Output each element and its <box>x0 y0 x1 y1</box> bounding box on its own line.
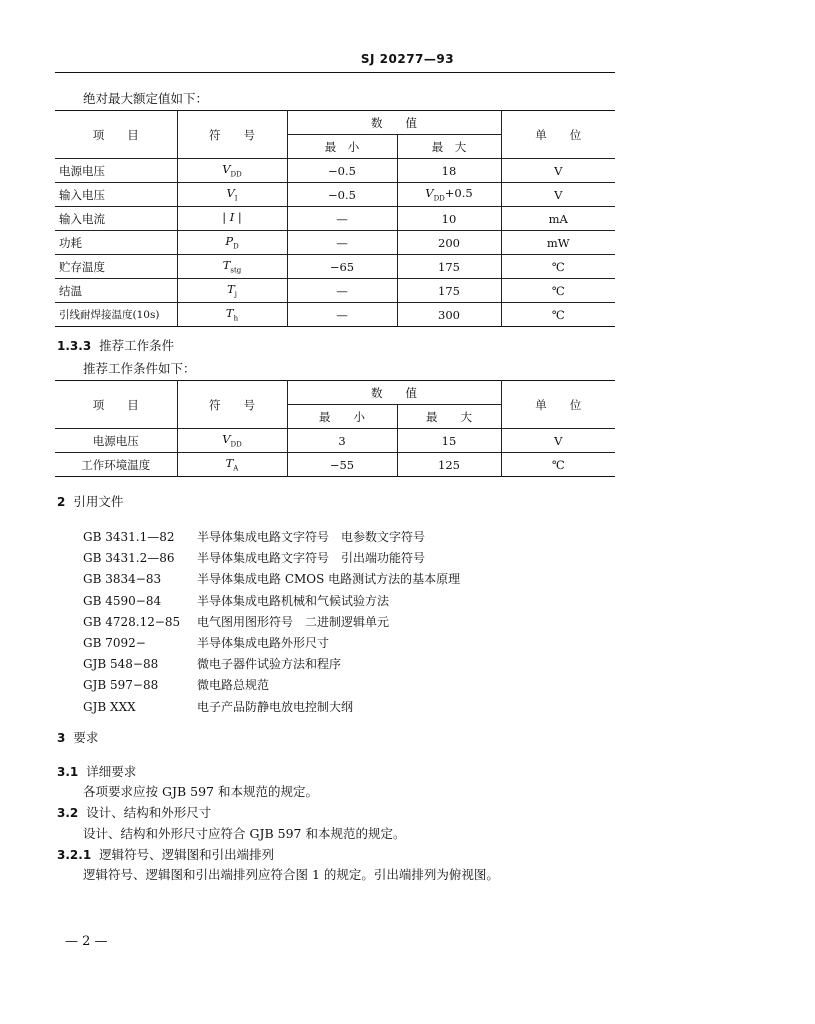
row-min: −65 <box>287 255 397 279</box>
row-min: −0.5 <box>287 159 397 183</box>
reference-item: GJB XXX 电子产品防静电放电控制大纲 <box>83 699 354 714</box>
reference-item: GJB 597−88 微电路总规范 <box>83 678 270 693</box>
reference-list <box>83 527 460 718</box>
col-header-symbol: 符 号 <box>177 381 287 429</box>
row-symbol: $V_{DD}$ <box>177 429 287 453</box>
row-unit: ℃ <box>501 303 615 327</box>
reference-item: GB 4728.12−85 电气图用图形符号 二进制逻辑单元 <box>83 614 390 629</box>
row-min: — <box>287 231 397 255</box>
row-unit: ℃ <box>501 255 615 279</box>
row-min: −55 <box>287 453 397 477</box>
reference-item: GB 3834−83 半导体集成电路 CMOS 电路测试方法的基本原理 <box>83 572 461 587</box>
table-row <box>55 231 615 255</box>
row-unit: mW <box>501 231 615 255</box>
row-unit: ℃ <box>501 453 615 477</box>
row-max: 15 <box>397 429 501 453</box>
col-header-item: 项 目 <box>55 381 177 429</box>
row-symbol: | I | <box>177 207 287 231</box>
reference-item: GB 7092− 半导体集成电路外形尺寸 <box>83 635 330 650</box>
section-2-heading: 2 引用文件 <box>57 494 124 509</box>
header-rule <box>55 72 615 73</box>
row-min: — <box>287 303 397 327</box>
document-header: SJ 20277—93 <box>360 52 455 66</box>
table-row <box>55 279 615 303</box>
row-unit: V <box>501 429 615 453</box>
row-symbol: $T_j$ <box>177 279 287 303</box>
section-3-2-1-body: 逻辑符号、逻辑图和引出端排列应符合图 1 的规定。引出端排列为俯视图。 <box>83 867 499 882</box>
row-unit: mA <box>501 207 615 231</box>
row-item: 输入电压 <box>55 183 177 207</box>
row-max: 125 <box>397 453 501 477</box>
row-item: 功耗 <box>55 231 177 255</box>
row-min: — <box>287 279 397 303</box>
section-3-2-1-heading: 3.2.1 逻辑符号、逻辑图和引出端排列 <box>57 847 275 862</box>
row-symbol: $T_{stg}$ <box>177 255 287 279</box>
table2-intro: 推荐工作条件如下： <box>83 361 196 376</box>
table1-intro: 绝对最大额定值如下： <box>83 91 209 106</box>
row-symbol: $V_I$ <box>177 183 287 207</box>
row-unit: V <box>501 159 615 183</box>
table-row <box>55 255 615 279</box>
col-header-unit: 单 位 <box>501 381 615 429</box>
row-unit: ℃ <box>501 279 615 303</box>
col-header-symbol: 符 号 <box>177 111 287 159</box>
table-row <box>55 429 615 453</box>
table-row <box>55 183 615 207</box>
col-header-max: 最 大 <box>397 135 501 159</box>
row-max: 175 <box>397 279 501 303</box>
col-header-min: 最 小 <box>287 405 397 429</box>
row-min: −0.5 <box>287 183 397 207</box>
row-item: 引线耐焊接温度(10s) <box>55 303 177 327</box>
col-header-min: 最 小 <box>287 135 397 159</box>
section-3-1-heading: 3.1 详细要求 <box>57 764 137 779</box>
row-item: 工作环境温度 <box>55 453 177 477</box>
row-max: 300 <box>397 303 501 327</box>
row-max: 18 <box>397 159 501 183</box>
row-max: 200 <box>397 231 501 255</box>
table-row <box>55 303 615 327</box>
section-1-3-3-heading: 1.3.3 推荐工作条件 <box>57 338 175 353</box>
row-min: 3 <box>287 429 397 453</box>
table-row <box>55 159 615 183</box>
reference-item: GB 3431.1—82 半导体集成电路文字符号 电参数文字符号 <box>83 530 426 544</box>
row-max: 175 <box>397 255 501 279</box>
row-max: $V_{DD}+0.5$ <box>397 183 501 207</box>
table-row <box>55 453 615 477</box>
row-symbol: $V_{DD}$ <box>177 159 287 183</box>
col-header-unit: 单 位 <box>501 111 615 159</box>
reference-item: GB 4590−84 半导体集成电路机械和气候试验方法 <box>83 593 390 608</box>
section-3-heading: 3 要求 <box>57 730 99 745</box>
col-header-value: 数 值 <box>287 381 501 405</box>
row-max: 10 <box>397 207 501 231</box>
section-3-2-heading: 3.2 设计、结构和外形尺寸 <box>57 805 212 820</box>
row-symbol: $T_A$ <box>177 453 287 477</box>
row-symbol: $T_h$ <box>177 303 287 327</box>
recommended-conditions-table <box>55 380 615 477</box>
absolute-max-ratings-table <box>55 110 615 327</box>
row-unit: V <box>501 183 615 207</box>
row-item: 贮存温度 <box>55 255 177 279</box>
row-item: 电源电压 <box>55 159 177 183</box>
col-header-value: 数 值 <box>287 111 501 135</box>
reference-item: GB 3431.2—86 半导体集成电路文字符号 引出端功能符号 <box>83 551 426 566</box>
col-header-item: 项 目 <box>55 111 177 159</box>
row-item: 结温 <box>55 279 177 303</box>
row-symbol: $P_D$ <box>177 231 287 255</box>
row-item: 电源电压 <box>55 429 177 453</box>
page-number: — 2 — <box>65 934 108 949</box>
row-min: — <box>287 207 397 231</box>
section-3-2-body: 设计、结构和外形尺寸应符合 GJB 597 和本规范的规定。 <box>83 826 406 841</box>
reference-item: GJB 548−88 微电子器件试验方法和程序 <box>83 657 342 672</box>
table-row <box>55 207 615 231</box>
row-item: 输入电流 <box>55 207 177 231</box>
col-header-max: 最 大 <box>397 405 501 429</box>
section-3-1-body: 各项要求应按 GJB 597 和本规范的规定。 <box>83 784 318 799</box>
